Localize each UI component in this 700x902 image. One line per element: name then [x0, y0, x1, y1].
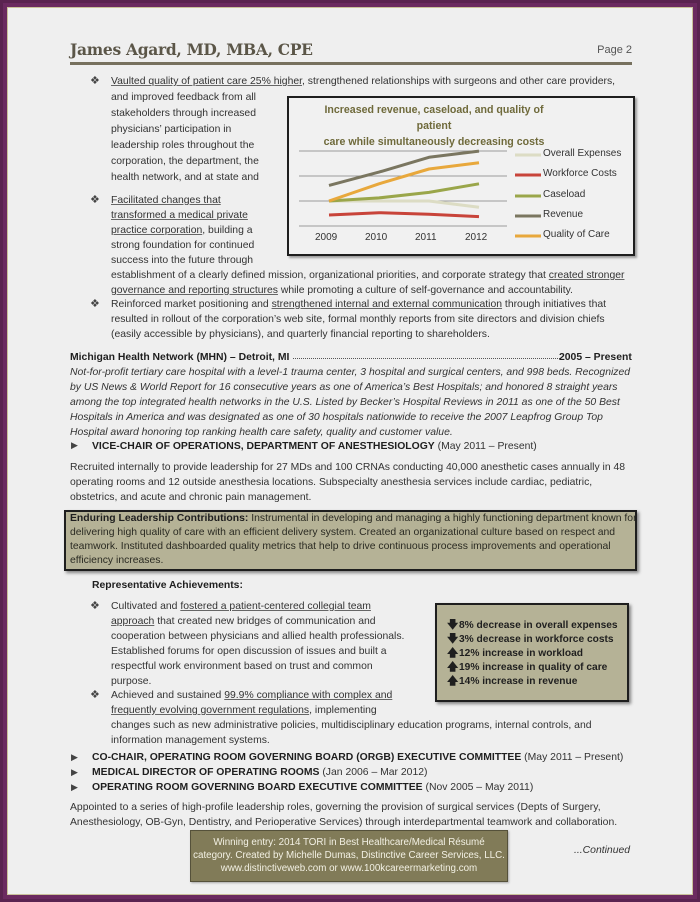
text-line: (easily accessible by physicians), and quarterly financial reporting to shareholders. — [111, 329, 490, 340]
bullet-1-line-1: Vaulted quality of patient care 25% higher, strengthened relationships with surgeons and other care providers, — [111, 76, 616, 87]
contributions-line: Enduring Leadership Contributions: Instrumental in developing and managing a highly functioning department known for — [70, 513, 637, 524]
role-summary: obstetrics, and acute and chronic pain management. — [70, 492, 312, 503]
text-line: health network, and at state and — [111, 172, 259, 183]
leader-dots — [293, 358, 560, 359]
role-heading: OPERATING ROOM GOVERNING BOARD EXECUTIVE COMMITTEE (Nov 2005 – May 2011) — [92, 782, 534, 793]
legend-revenue: Revenue — [543, 209, 584, 220]
employer-description: Hospitals in America and was designated as one of 30 hospitals nationwide to receive the 2007 Leapfrog Group Top — [70, 412, 603, 423]
candidate-name: James Agard, MD, MBA, CPE — [70, 40, 313, 59]
diamond-bullet-icon: ❖ — [90, 600, 100, 612]
continued-note: ...Continued — [574, 845, 631, 856]
achievement-2-line: information management systems. — [111, 735, 270, 746]
legend-swatches — [515, 155, 541, 236]
text-line: success into the future through — [111, 255, 254, 266]
x-tick-2012: 2012 — [465, 232, 488, 243]
role-heading: VICE-CHAIR OF OPERATIONS, DEPARTMENT OF ANESTHESIOLOGY (May 2011 – Present) — [92, 441, 537, 452]
role-summary: operating rooms and 12 outside anesthesia locations. Subspecialty anesthesia services include cardiac, pediatric, — [70, 477, 593, 488]
roles-summary: Anesthesiology, OB-Gyn, Dentistry, and Perioperative Services) through interdepartmental teamwork and collaboration. — [70, 817, 618, 828]
text-line: resulted in rollout of the corporation’s web site, formal monthly reports from site directors and division chiefs — [111, 314, 605, 325]
diamond-bullet-icon: ❖ — [90, 194, 100, 206]
achievement-2-line: Achieved and sustained 99.9% compliance with complex and — [111, 690, 393, 701]
contributions-line: efficiency increases. — [70, 555, 164, 566]
legend-quality-of-care: Quality of Care — [543, 229, 610, 240]
credit-line: category. Created by Michelle Dumas, Distinctive Career Services, LLC. — [193, 850, 505, 861]
arrow-up-icon: 🡅 — [447, 647, 459, 659]
achievement-1-line: Established forums for open discussion of issues and built a — [111, 646, 387, 657]
text-line: governance and reporting structures while promoting a culture of self-governance and accountability. — [111, 285, 573, 296]
text-line: strong foundation for continued — [111, 240, 255, 251]
legend-workforce-costs: Workforce Costs — [543, 168, 617, 179]
employer-description: Not-for-profit tertiary care hospital with a level-1 trauma center, 3 hospital and surgical centers, and 998 beds. Recognized — [70, 367, 631, 378]
triangle-bullet-icon: ▶ — [71, 767, 78, 777]
achievement-1-line: cooperation between physicians and allied health professionals. — [111, 631, 405, 642]
achievement-2-line: changes such as new administrative policies, multidisciplinary education programs, internal controls, and — [111, 720, 592, 731]
arrow-down-icon: 🡇 — [447, 633, 459, 645]
triangle-bullet-icon: ▶ — [71, 440, 78, 450]
diamond-bullet-icon: ❖ — [90, 689, 100, 701]
arrow-down-icon: 🡇 — [447, 619, 459, 631]
diamond-bullet-icon: ❖ — [90, 298, 100, 310]
arrow-up-icon: 🡅 — [447, 661, 459, 673]
employer-dates: 2005 – Present — [559, 352, 632, 363]
text-line: establishment of a clearly defined mission, organizational priorities, and corporate strategy that created stronger — [111, 270, 625, 281]
credit-line: www.distinctiveweb.com or www.100kcareermarketing.com — [220, 863, 478, 874]
award-credit-box — [190, 830, 508, 882]
series-line-revenue — [329, 151, 479, 185]
role-heading: MEDICAL DIRECTOR OF OPERATING ROOMS (Jan 2006 – Mar 2012) — [92, 767, 428, 778]
header-rule — [70, 62, 632, 65]
employer-description: Hospital award honoring top ranking health care safety, quality and customer value. — [70, 427, 453, 438]
role-summary: Recruited internally to provide leadership for 27 MDs and 100 CRNAs conducting 40,000 anesthetic cases annually in 48 — [70, 462, 626, 473]
text-line: leadership roles throughout the — [111, 140, 255, 151]
text-line: physicians’ participation in — [111, 124, 232, 135]
x-tick-2011: 2011 — [415, 232, 437, 243]
stat-item: 🡅12% increase in workload — [447, 644, 583, 663]
employer-description: among the top integrated health networks in the U.S. Listed by Becker’s Hospital Reviews in 2011 as one of the 50 Best — [70, 397, 620, 408]
contributions-line: delivering high quality of care with an efficient delivery system. Created an organizational culture based on respect and — [70, 527, 616, 538]
page-header — [70, 40, 632, 62]
legend-overall-expenses: Overall Expenses — [543, 148, 622, 159]
text-line: Reinforced market positioning and strengthened internal and external communication through initiatives that — [111, 299, 607, 310]
text-line: corporation, the department, the — [111, 156, 259, 167]
x-tick-2009: 2009 — [315, 232, 338, 243]
legend-caseload: Caseload — [543, 189, 586, 200]
triangle-bullet-icon: ▶ — [71, 752, 78, 762]
stat-item: 🡅14% increase in revenue — [447, 672, 577, 691]
text-line: practice corporation, building a — [111, 225, 253, 236]
results-stats-box — [435, 603, 629, 702]
achievement-1-line: purpose. — [111, 676, 152, 687]
credit-line: Winning entry: 2014 TORI in Best Healthcare/Medical Résumé — [213, 837, 485, 848]
series-line-workforce-costs — [329, 213, 479, 217]
performance-line-chart — [287, 96, 635, 256]
achievement-1-line: Cultivated and fostered a patient-centered collegial team — [111, 601, 371, 612]
achievement-2-line: frequently evolving government regulations, implementing — [111, 705, 377, 716]
employer-description: by US News & World Report for 16 consecutive years as one of America’s Best Hospitals; and honored 8 straight years — [70, 382, 618, 393]
text-line: and improved feedback from all — [111, 92, 256, 103]
text-line: Facilitated changes that — [111, 195, 221, 206]
employer-name: Michigan Health Network (MHN) – Detroit, MI — [70, 352, 290, 363]
roles-summary: Appointed to a series of high-profile leadership roles, governing the provision of surgical services (Depts of Surgery, — [70, 802, 601, 813]
role-heading: CO-CHAIR, OPERATING ROOM GOVERNING BOARD (ORGB) EXECUTIVE COMMITTEE (May 2011 – Present) — [92, 752, 624, 763]
stat-item: 🡅19% increase in quality of care — [447, 658, 607, 677]
diamond-bullet-icon: ❖ — [90, 75, 100, 87]
achievement-1-line: respectful work environment based on trust and common — [111, 661, 373, 672]
series-line-overall-expenses — [329, 201, 479, 207]
achievement-1-line: approach that created new bridges of communication and — [111, 616, 376, 627]
contributions-line: teamwork. Instituted dashboarded quality metrics that help to drive continuous process improvements and operational — [70, 541, 611, 552]
stat-item: 🡇8% decrease in overall expenses — [447, 616, 618, 635]
triangle-bullet-icon: ▶ — [71, 782, 78, 792]
arrow-up-icon: 🡅 — [447, 675, 459, 687]
text-line: stakeholders through increased — [111, 108, 256, 119]
x-tick-2010: 2010 — [365, 232, 388, 243]
achievements-heading: Representative Achievements: — [92, 580, 243, 591]
page-number: Page 2 — [597, 44, 632, 56]
text-line: transformed a medical private — [111, 210, 248, 221]
chart-title: Increased revenue, caseload, and quality of patient care while simultaneously decreasing costs — [323, 104, 545, 148]
stat-item: 🡇3% decrease in workforce costs — [447, 630, 614, 649]
contributions-callout — [64, 510, 637, 571]
